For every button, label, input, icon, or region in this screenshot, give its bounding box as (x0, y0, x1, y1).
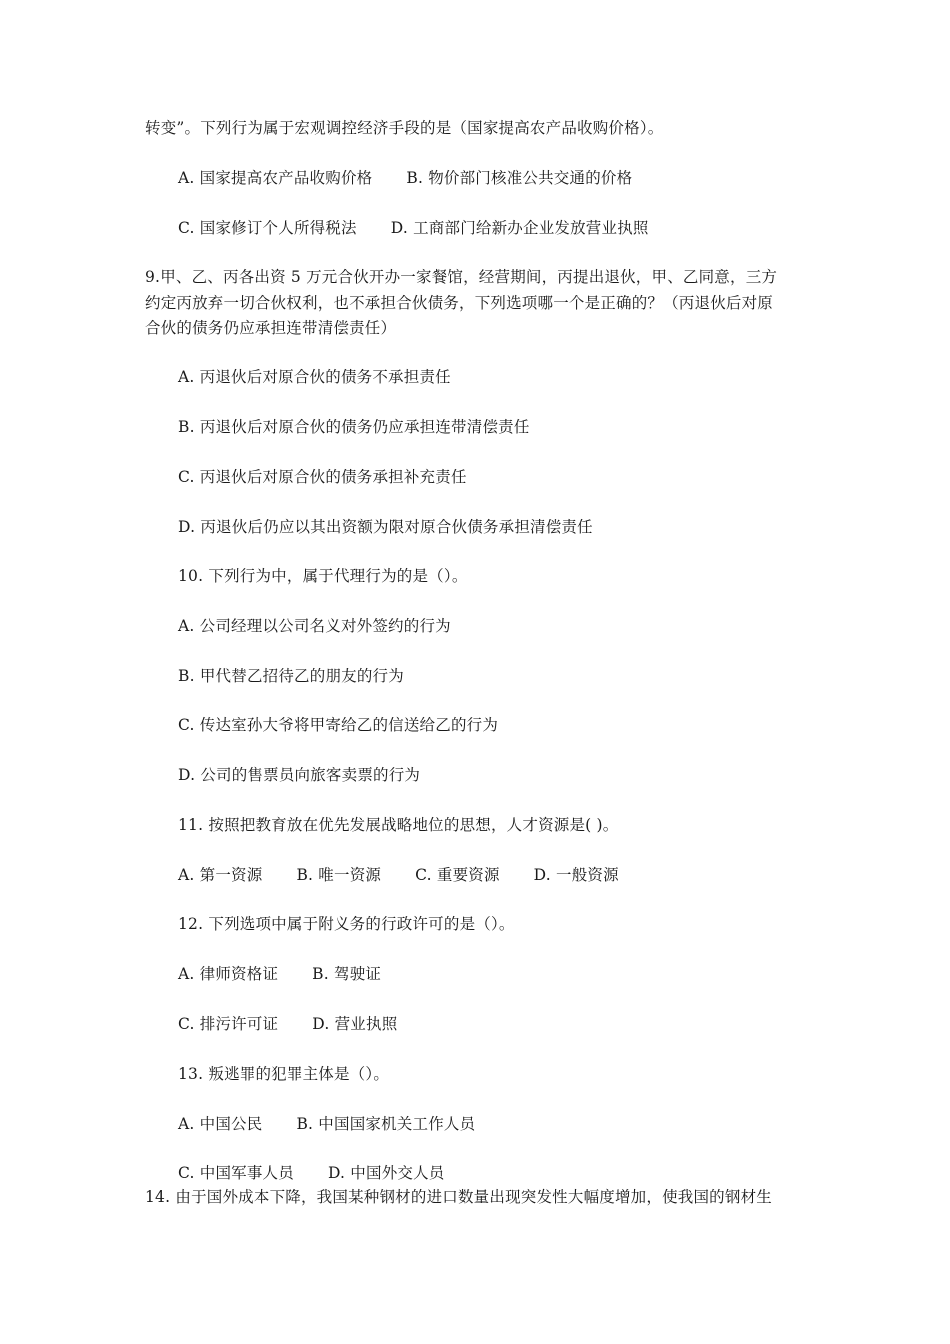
q12-stem: 12. 下列选项中属于附义务的行政许可的是（）。 (178, 915, 515, 933)
q9-stem-line-3: 合伙的债务仍应承担连带清偿责任） (145, 319, 397, 337)
q11-option-c: C. 重要资源 (415, 866, 500, 884)
q12-option-d: D. 营业执照 (312, 1015, 398, 1033)
q10-option-d: D. 公司的售票员向旅客卖票的行为 (178, 766, 421, 784)
q8-option-b: B. 物价部门核准公共交通的价格 (406, 169, 633, 187)
q10-option-a: A. 公司经理以公司名义对外签约的行为 (178, 617, 451, 635)
q13-option-b: B. 中国国家机关工作人员 (296, 1115, 476, 1133)
q11-option-b: B. 唯一资源 (296, 866, 382, 884)
q13-option-a: A. 中国公民 (178, 1115, 263, 1133)
q11-stem: 11. 按照把教育放在优先发展战略地位的思想，人才资源是( )。 (178, 816, 619, 834)
q12-options-row-2 (178, 1013, 397, 1035)
q13-stem: 13. 叛逃罪的犯罪主体是（）。 (178, 1065, 390, 1083)
q8-options-row-2 (178, 217, 649, 239)
q12-option-a: A. 律师资格证 (178, 965, 279, 983)
q9-option-b: B. 丙退伙后对原合伙的债务仍应承担连带清偿责任 (178, 418, 530, 436)
q12-option-b: B. 驾驶证 (312, 965, 382, 983)
q9-option-c: C. 丙退伙后对原合伙的债务承担补充责任 (178, 468, 467, 486)
q14-stem: 14. 由于国外成本下降，我国某种钢材的进口数量出现突发性大幅度增加，使我国的钢材生 (145, 1188, 772, 1206)
q11-option-d: D. 一般资源 (533, 866, 619, 884)
q9-option-d: D. 丙退伙后仍应以其出资额为限对原合伙债务承担清偿责任 (178, 518, 593, 536)
q10-option-c: C. 传达室孙大爷将甲寄给乙的信送给乙的行为 (178, 716, 499, 734)
q13-option-d: D. 中国外交人员 (327, 1164, 445, 1182)
q9-stem-line-1: 9.甲、乙、丙各出资 5 万元合伙开办一家餐馆，经营期间，丙提出退伙，甲、乙同意，三方 (145, 268, 778, 286)
q8-option-c: C. 国家修订个人所得税法 (178, 219, 357, 237)
q11-option-a: A. 第一资源 (178, 866, 263, 884)
q12-options-row-1 (178, 963, 381, 985)
q8-option-d: D. 工商部门给新办企业发放营业执照 (390, 219, 649, 237)
q10-option-b: B. 甲代替乙招待乙的朋友的行为 (178, 667, 404, 685)
q13-options-row-2 (178, 1162, 445, 1184)
q13-options-row-1 (178, 1113, 475, 1135)
q9-option-a: A. 丙退伙后对原合伙的债务不承担责任 (178, 368, 451, 386)
q8-stem-tail: 转变”。下列行为属于宏观调控经济手段的是（国家提高农产品收购价格）。 (145, 119, 664, 137)
q11-options-row (178, 864, 619, 886)
q8-options-row-1 (178, 167, 632, 189)
q8-option-a: A. 国家提高农产品收购价格 (178, 169, 373, 187)
q12-option-c: C. 排污许可证 (178, 1015, 279, 1033)
q9-stem-line-2: 约定丙放弃一切合伙权利，也不承担合伙债务，下列选项哪一个是正确的？（丙退伙后对原 (145, 294, 774, 312)
q10-stem: 10. 下列行为中，属于代理行为的是（）。 (178, 567, 468, 585)
q13-option-c: C. 中国军事人员 (178, 1164, 294, 1182)
